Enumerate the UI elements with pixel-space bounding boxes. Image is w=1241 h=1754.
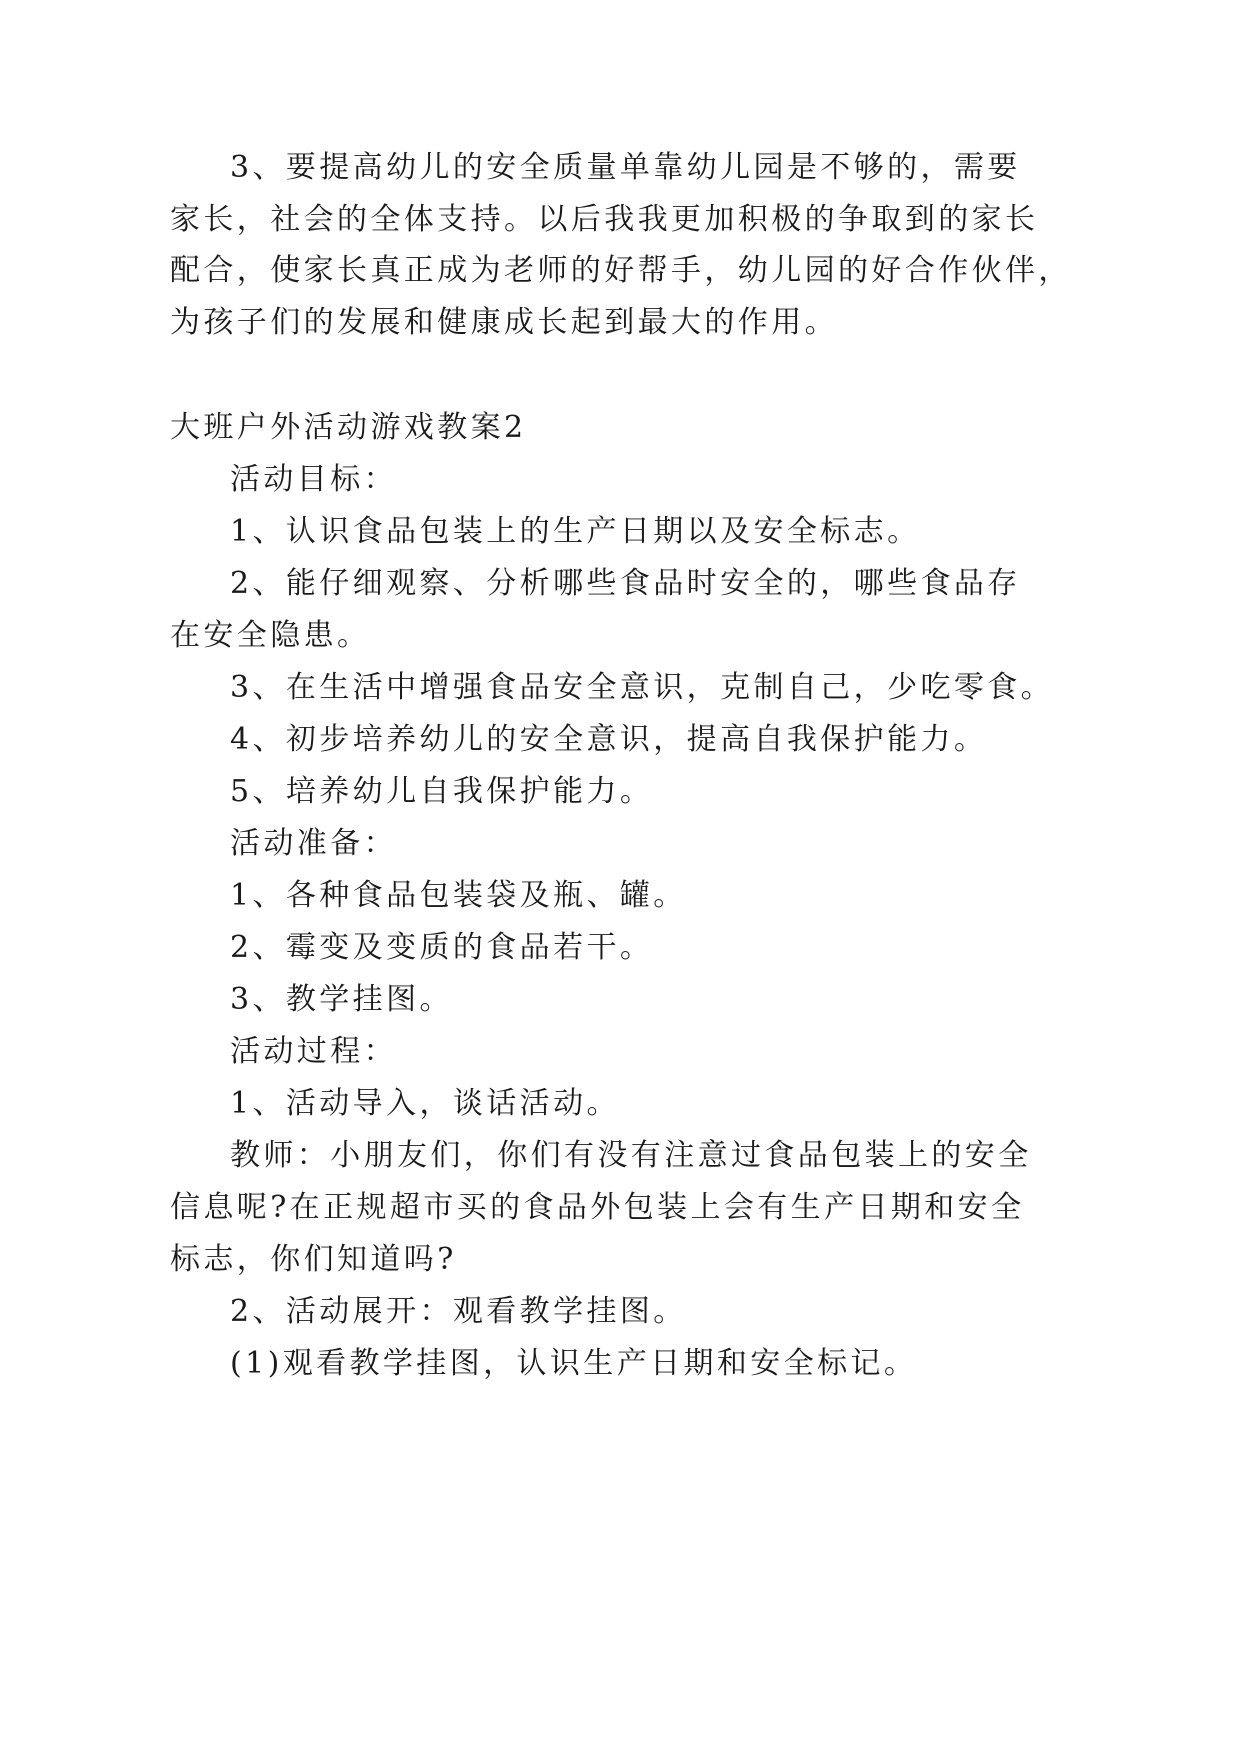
paragraph-line: 为孩子们的发展和健康成长起到最大的作用。 xyxy=(170,305,838,340)
list-item: (1)观看教学挂图，认识生产日期和安全标记。 xyxy=(230,1346,918,1381)
list-item: 5、培养幼儿自我保护能力。 xyxy=(230,774,654,809)
list-item-continuation: 在安全隐患。 xyxy=(170,618,371,653)
subheading-process: 活动过程： xyxy=(230,1034,397,1069)
paragraph-line: 家长，社会的全体支持。以后我我更加积极的争取到的家长 xyxy=(170,202,1039,237)
list-item: 2、霉变及变质的食品若干。 xyxy=(230,930,654,965)
paragraph-line: 配合，使家长真正成为老师的好帮手，幼儿园的好合作伙伴， xyxy=(170,253,1072,288)
list-item: 3、在生活中增强食品安全意识，克制自己，少吃零食。 xyxy=(230,670,1055,705)
paragraph-line: 3、要提高幼儿的安全质量单靠幼儿园是不够的，需要 xyxy=(230,150,1021,185)
list-item: 1、各种食品包装袋及瓶、罐。 xyxy=(230,878,687,913)
paragraph-line: 教师：小朋友们，你们有没有注意过食品包装上的安全 xyxy=(230,1138,1032,1173)
section-heading: 大班户外活动游戏教案2 xyxy=(170,410,527,445)
subheading-preparation: 活动准备： xyxy=(230,826,397,861)
paragraph-line: 信息呢?在正规超市买的食品外包装上会有生产日期和安全 xyxy=(170,1190,1025,1225)
list-item: 1、活动导入，谈话活动。 xyxy=(230,1086,620,1121)
subheading-goals: 活动目标： xyxy=(230,462,397,497)
list-item: 2、能仔细观察、分析哪些食品时安全的，哪些食品存 xyxy=(230,566,1021,601)
list-item: 4、初步培养幼儿的安全意识，提高自我保护能力。 xyxy=(230,722,988,757)
list-item: 2、活动展开：观看教学挂图。 xyxy=(230,1294,687,1329)
list-item: 1、认识食品包装上的生产日期以及安全标志。 xyxy=(230,514,921,549)
list-item: 3、教学挂图。 xyxy=(230,982,453,1017)
paragraph-line: 标志，你们知道吗? xyxy=(170,1242,457,1277)
